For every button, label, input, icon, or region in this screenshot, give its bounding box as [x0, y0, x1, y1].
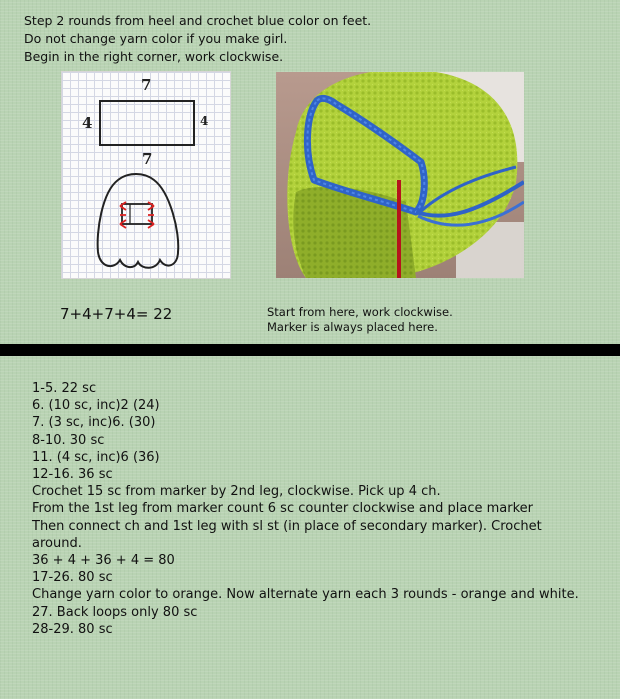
step-line: 11. (4 sc, inc)6 (36)	[32, 449, 160, 465]
photo-caption	[267, 305, 453, 335]
stitch-sum: 7+4+7+4= 22	[60, 305, 173, 323]
sketch-diagram	[62, 72, 230, 278]
sketch-label-right: 4	[200, 114, 209, 128]
step-line: 1-5. 22 sc	[32, 381, 97, 396]
marker-line	[397, 180, 401, 278]
step-line: 8-10. 30 sc	[32, 432, 105, 448]
intro-line: Do not change yarn color if you make girl.	[24, 31, 288, 46]
intro-line: Begin in the right corner, work clockwise.	[24, 49, 284, 64]
sketch-label-top: 7	[141, 76, 152, 94]
step-line: 28-29. 80 sc	[32, 621, 113, 637]
step-line: 17-26. 80 sc	[32, 570, 113, 586]
step-line: 27. Back loops only 80 sc	[32, 604, 198, 620]
arrow-icon	[148, 202, 154, 210]
caption-line-1: Start from here, work clockwise.	[267, 305, 453, 319]
photo-illustration	[276, 72, 524, 278]
step-line: 36 + 4 + 36 + 4 = 80	[32, 553, 175, 569]
sole-rectangle	[100, 101, 194, 145]
arrow-icon	[120, 202, 126, 210]
crochet-photo	[276, 72, 524, 278]
pattern-steps	[32, 380, 592, 638]
foot-outline	[98, 174, 179, 268]
sketch-drawing	[62, 72, 230, 278]
section-divider	[0, 344, 620, 356]
step-line: 12-16. 36 sc	[32, 467, 113, 483]
sketch-label-bottom: 7	[142, 150, 153, 168]
step-line: Change yarn color to orange. Now alternate yarn each 3 rounds - orange and white.	[32, 587, 579, 603]
step-line: Then connect ch and 1st leg with sl st (in place of secondary marker). Crochet around.	[32, 518, 542, 551]
intro-line: Step 2 rounds from heel and crochet blue color on feet.	[24, 13, 372, 28]
inner-rectangle	[122, 204, 152, 224]
step-line: 7. (3 sc, inc)6. (30)	[32, 415, 156, 431]
step-line: Crochet 15 sc from marker by 2nd leg, clockwise. Pick up 4 ch.	[32, 484, 441, 500]
intro-text	[24, 12, 371, 66]
step-line: 6. (10 sc, inc)2 (24)	[32, 398, 160, 414]
caption-line-2: Marker is always placed here.	[267, 320, 438, 334]
sketch-label-left: 4	[82, 114, 93, 132]
step-line: From the 1st leg from marker count 6 sc counter clockwise and place marker	[32, 501, 534, 517]
